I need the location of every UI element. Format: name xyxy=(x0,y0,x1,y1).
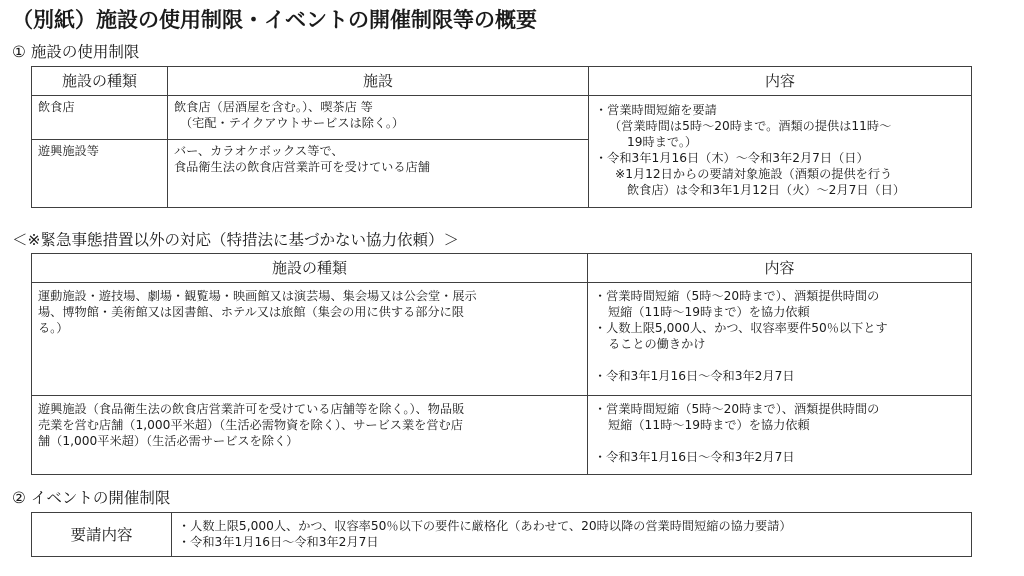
section2-heading: ② イベントの開催制限 xyxy=(12,489,171,507)
facility-line: 食品衛生法の飲食店営業許可を受けている店舗 xyxy=(174,160,430,174)
facility-line: る。） xyxy=(38,321,69,335)
header-facility-type: 施設の種類 xyxy=(32,254,588,283)
section1-heading: ① 施設の使用制限 xyxy=(12,43,140,61)
facility-line: 飲食店（居酒屋を含む。）、喫茶店 等 xyxy=(174,100,373,114)
content-line: ・令和3年1月16日～令和3年2月7日 xyxy=(178,535,379,549)
content-line: 短縮（11時～19時まで）を協力依頼 xyxy=(608,305,810,319)
facility-type-cell xyxy=(32,283,588,396)
request-content xyxy=(172,513,972,557)
content-line: ・人数上限5,000人、かつ、収容率50％以下の要件に厳格化（あわせて、20時以降の営業時間短縮の協力要請） xyxy=(178,519,792,533)
content-line: ・営業時間短縮を要請 xyxy=(595,103,717,117)
facility-cell xyxy=(168,96,589,140)
content-line: ・令和3年1月16日～令和3年2月7日 xyxy=(594,450,795,464)
content-cell xyxy=(589,96,972,208)
header-facility-type: 施設の種類 xyxy=(32,67,168,96)
content-line: 飲食店）は令和3年1月12日（火）～2月7日（日） xyxy=(627,183,906,197)
facility-line: バー、カラオケボックス等で、 xyxy=(174,144,344,158)
facility-line: 運動施設・遊技場、劇場・観覧場・映画館又は演芸場、集会場又は公会堂・展示 xyxy=(38,289,477,303)
request-label: 要請内容 xyxy=(32,513,172,557)
facility-type-cell: 遊興施設等 xyxy=(32,140,168,208)
table-row xyxy=(32,396,972,475)
spacer xyxy=(594,433,965,449)
facility-type-cell xyxy=(32,396,588,475)
content-line: ・令和3年1月16日～令和3年2月7日 xyxy=(594,369,795,383)
non-emergency-heading: ＜※緊急事態措置以外の対応（特措法に基づかない協力依頼）＞ xyxy=(12,231,459,249)
page-title: （別紙）施設の使用制限・イベントの開催制限等の概要 xyxy=(12,8,537,32)
spacer xyxy=(594,352,965,368)
content-line: （営業時間は5時～20時まで。酒類の提供は11時～ xyxy=(609,119,892,133)
header-content: 内容 xyxy=(589,67,972,96)
content-line: 19時まで。） xyxy=(627,135,698,149)
content-line: ※1月12日からの要請対象施設（酒類の提供を行う xyxy=(615,167,893,181)
facility-line: 売業を営む店舗（1,000平米超）（生活必需物資を除く）、サービス業を営む店 xyxy=(38,418,463,432)
content-cell xyxy=(588,283,972,396)
content-line: ・令和3年1月16日（木）～令和3年2月7日（日） xyxy=(595,151,869,165)
facility-type-cell: 飲食店 xyxy=(32,96,168,140)
event-restriction-table xyxy=(31,512,972,557)
table-row xyxy=(32,283,972,396)
header-content: 内容 xyxy=(588,254,972,283)
content-cell xyxy=(588,396,972,475)
table-row xyxy=(32,96,972,140)
content-line: ・人数上限5,000人、かつ、収容率要件50％以下とす xyxy=(594,321,888,335)
content-line: ・営業時間短縮（5時～20時まで）、酒類提供時間の xyxy=(594,289,880,303)
header-facility: 施設 xyxy=(168,67,589,96)
facility-line: 舗（1,000平米超）（生活必需サービスを除く） xyxy=(38,434,299,448)
cooperation-request-table xyxy=(31,253,972,475)
facility-line: 場、博物館・美術館又は図書館、ホテル又は旅館（集会の用に供する部分に限 xyxy=(38,305,464,319)
content-line: ることの働きかけ xyxy=(608,337,706,351)
facility-line: 遊興施設（食品衛生法の飲食店営業許可を受けている店舗等を除く。）、物品販 xyxy=(38,402,465,416)
facility-restriction-table xyxy=(31,66,972,208)
content-line: ・営業時間短縮（5時～20時まで）、酒類提供時間の xyxy=(594,402,880,416)
facility-line: （宅配・テイクアウトサービスは除く。） xyxy=(180,116,405,130)
content-line: 短縮（11時～19時まで）を協力依頼 xyxy=(608,418,810,432)
facility-cell xyxy=(168,140,589,208)
